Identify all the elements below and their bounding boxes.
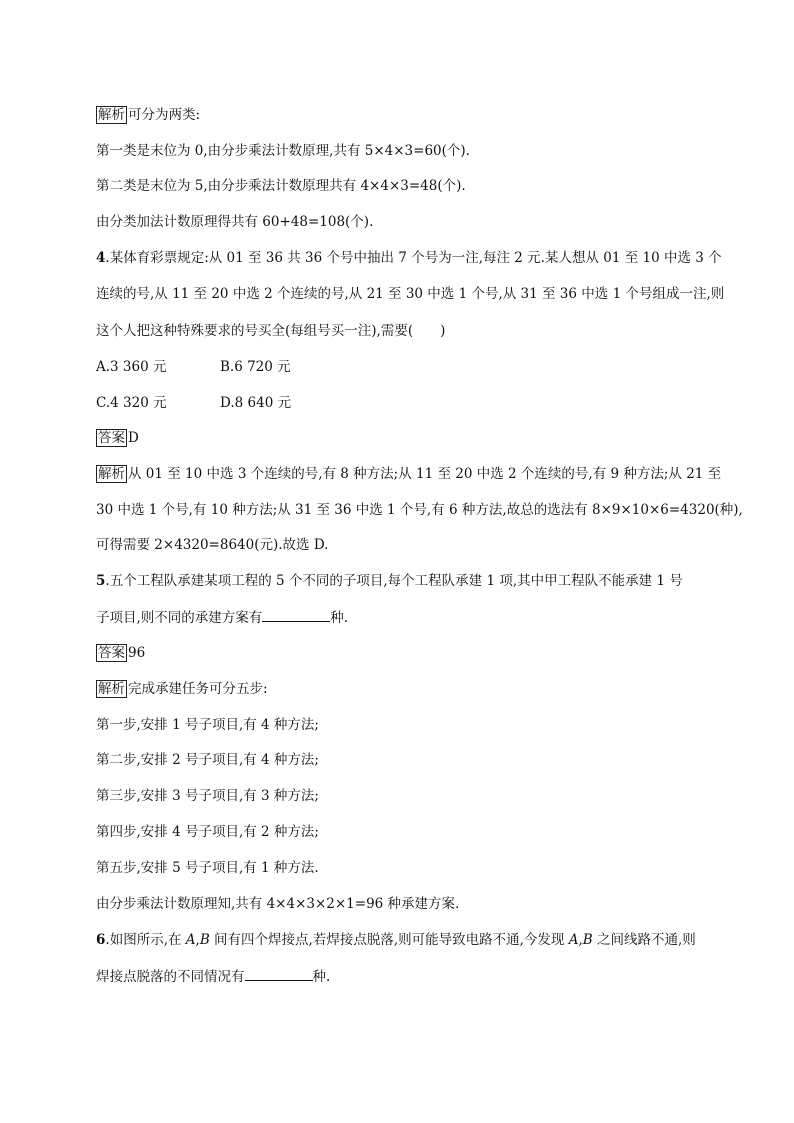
q5-line2-pre: 子项目,则不同的承建方案有: [96, 610, 263, 626]
q4-analysis-line1: [96, 464, 722, 484]
q5-step5: 第五步,安排 5 号子项目,有 1 种方法.: [96, 860, 319, 876]
q5-line2-post: 种.: [330, 610, 349, 626]
q6-answer-blank: [245, 966, 313, 981]
q5-number: 5: [96, 573, 106, 589]
s1-line3: 由分类加法计数原理得共有 60+48=108(个).: [96, 214, 374, 230]
q4-line2: 连续的号,从 11 至 20 中选 2 个连续的号,从 21 至 30 中选 1 个号,从 31 至 36 中选 1 个号组成一注,则: [96, 286, 725, 302]
q6-var-a2: A: [568, 932, 579, 948]
analysis-tag: 解析: [98, 107, 125, 123]
s1-analysis-intro: [96, 105, 716, 125]
q4-line1: [96, 248, 722, 268]
q6-text-part3: 之间线路不通,则: [592, 932, 696, 948]
analysis-tag: 解析: [98, 681, 125, 697]
answer-tag: 答案: [98, 645, 125, 661]
q4-line3: 这个人把这种特殊要求的号买全(每组号买一注),需要( ): [96, 323, 446, 339]
q5-answer-blank: [262, 607, 330, 622]
q6-comma2: ,: [578, 932, 583, 948]
q4-option-c: C.4 320 元: [96, 395, 167, 411]
q4-answer: [96, 428, 716, 448]
q6-number: 6: [96, 932, 106, 948]
q6-var-a1: A: [185, 932, 196, 948]
q4-analysis-line2: 30 中选 1 个号,有 10 种方法;从 31 至 36 中选 1 个号,有 6 种方法,故总的选法有 8×9×10×6=4320(种),: [96, 502, 743, 518]
q4-option-a: A.3 360 元: [96, 359, 167, 375]
q6-line2-post: 种.: [312, 969, 331, 985]
q6-var-b1: B: [199, 932, 210, 948]
answer-tag: 答案: [98, 430, 125, 446]
q5-answer-value: 96: [128, 645, 146, 661]
q6-line2: [96, 966, 716, 987]
analysis-tag: 解析: [98, 466, 125, 482]
s1-line1: 第一类是末位为 0,由分步乘法计数原理,共有 5×4×3=60(个).: [96, 143, 470, 159]
q5-analysis-intro-text: 完成承建任务可分五步:: [128, 681, 268, 697]
s1-intro-text: 可分为两类:: [128, 107, 201, 123]
q5-line2: [96, 607, 716, 628]
q4-analysis-text1: 从 01 至 10 中选 3 个连续的号,有 8 种方法;从 11 至 20 中选 2 个连续的号,有 9 种方法;从 21 至: [128, 466, 722, 482]
q6-text-part2: 间有四个焊接点,若焊接点脱落,则可能导致电路不通,今发现: [209, 932, 569, 948]
q5-line1: [96, 571, 716, 591]
q4-number: 4: [96, 250, 106, 266]
q6-var-b2: B: [582, 932, 593, 948]
s1-line2: 第二类是末位为 5,由分步乘法计数原理共有 4×4×3=48(个).: [96, 178, 466, 194]
q5-answer: [96, 643, 716, 663]
q4-answer-value: D: [128, 430, 139, 446]
q4-line1-text: .某体育彩票规定:从 01 至 36 共 36 个号中抽出 7 个号为一注,每注 2 元.某人想从 01 至 10 中选 3 个: [105, 250, 722, 266]
q6-comma1: ,: [195, 932, 200, 948]
q5-analysis-intro: [96, 679, 716, 699]
q5-step3: 第三步,安排 3 号子项目,有 3 种方法;: [96, 788, 319, 804]
q6-text-part1: .如图所示,在: [105, 932, 186, 948]
q5-conclusion: 由分步乘法计数原理知,共有 4×4×3×2×1=96 种承建方案.: [96, 896, 460, 912]
q4-option-b: B.6 720 元: [220, 359, 291, 375]
q5-step4: 第四步,安排 4 号子项目,有 2 种方法;: [96, 824, 319, 840]
q4-option-d: D.8 640 元: [220, 395, 292, 411]
q5-step2: 第二步,安排 2 号子项目,有 4 种方法;: [96, 752, 319, 768]
q5-step1: 第一步,安排 1 号子项目,有 4 种方法;: [96, 717, 319, 733]
q6-line2-pre: 焊接点脱落的不同情况有: [96, 969, 245, 985]
q6-line1: [96, 930, 716, 950]
q5-line1-text: .五个工程队承建某项工程的 5 个不同的子项目,每个工程队承建 1 项,其中甲工程队不能承建 1 号: [105, 573, 683, 589]
q4-analysis-line3: 可得需要 2×4320=8640(元).故选 D.: [96, 537, 329, 553]
